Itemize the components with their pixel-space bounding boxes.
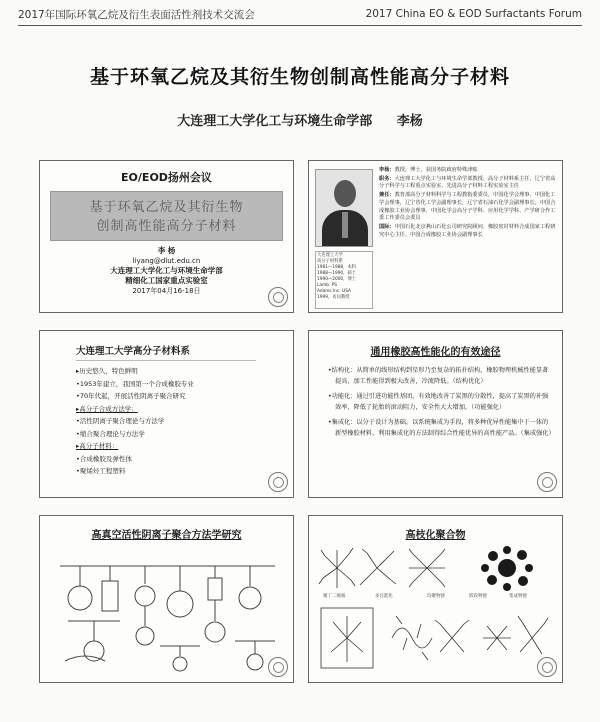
list-item: • 集成化：以分子设计为基础，以系统集成为手段，将多种优异性能集中于一体的新型橡胶材料，利用集成化的方法制得综合性能优异的高性能产品。（集成强化）	[335, 418, 552, 439]
slide1-band-line2: 创制高性能高分子材料	[96, 219, 237, 234]
slide-hyperbranched-polymers	[308, 515, 563, 683]
portrait-caption: 大连理工大学 高分子材料系 1981—1988，本科 1988—1990，硕士 1990—2000，博士 Lamb. PS Adams Inc. USA 1999，访问教授	[315, 251, 373, 309]
slide1-email: liyang@dlut.edu.cn	[132, 257, 201, 265]
slide4-heading: 通用橡胶高性能化的有效途径	[370, 347, 501, 358]
list-item: ▸ 历史悠久，特色鲜明	[76, 365, 293, 378]
list-item: • 聚烯烃工程塑料	[76, 465, 293, 478]
header-left: 2017年国际环氧乙烷及衍生表面活性剂技术交流会	[18, 8, 255, 21]
list-item: • 结构化：从简单的线形结构到星形乃至复杂的拓扑结构，橡胶物理机械性能显著提高，加工性能得到极大改善，冷流降低。（结构优化）	[335, 366, 552, 387]
slide1-date: 2017年04月16-18日	[132, 287, 201, 295]
slide6-heading: 高枝化聚合物	[405, 530, 466, 541]
header-right: 2017 China EO & EOD Surfactants Forum	[365, 8, 582, 20]
slide1-info	[40, 246, 293, 296]
university-emblem-icon	[268, 472, 288, 492]
slide3-heading: 大连理工大学高分子材料系	[76, 343, 256, 361]
list-item: • 70年代起，开展活性阴离子聚合研究	[76, 390, 293, 403]
bio-para: 国际：中国石化北京燕山石化公司研究院顾问、橡胶密封材料合成国家工程研究中心主任、中国合成橡胶工业协会副理事长	[379, 223, 556, 238]
slide1-heading: EO/EOD扬州会议	[121, 171, 212, 184]
department-list	[76, 365, 293, 478]
author-name: 李杨	[396, 114, 423, 129]
slide1-band-line1: 基于环氧乙烷及其衍生物	[89, 200, 244, 215]
branched-polymer-figure-top	[317, 542, 557, 594]
list-item: • 合成橡胶及弹性体	[76, 453, 293, 466]
university-emblem-icon	[537, 472, 557, 492]
list-item: • 缩合聚合理论与方法学	[76, 428, 293, 441]
list-item: ▸ 高分子材料：	[76, 440, 293, 453]
affiliation: 大连理工大学化工与环境生命学部	[177, 114, 373, 129]
university-emblem-icon	[268, 657, 288, 677]
list-item: • 1953年建立，我国第一个合成橡胶专业	[76, 378, 293, 391]
slide1-title-band	[50, 191, 283, 241]
slide1-name: 李 杨	[157, 246, 176, 255]
slide1-org2: 精细化工国家重点实验室	[125, 276, 208, 285]
paper-title: 基于环氧乙烷及其衍生物创制高性能高分子材料	[89, 66, 510, 88]
routes-list	[331, 366, 555, 439]
bio-para: 职务：大连理工大学化工与环境生命学部教授、高分子材料系主任，辽宁省高分子科学与工程重点实验室、先进高分子材料工程实验室主任	[379, 175, 556, 190]
bio-para: 兼任：教育部高分子材料科学与工程教指委委员，中国化学会理事，中国化工学会理事，辽宁省化工学会副理事长，辽宁省石油石化学会副理事长，中国合成橡胶工业协会理事，中国化学会高分子学科、应用化学学科、产学研合作工委工作委员会委员	[379, 192, 556, 222]
list-item: • 功能化：通过引进功能性基团，有效地改善了炭黑的分散性，提高了炭黑的补强效率，降低了轮胎的滚动阻力，安全性大大增加。（功能强化）	[335, 392, 552, 413]
list-item: • 活性阴离子聚合理论与方法学	[76, 415, 293, 428]
figure-label: 集成物链	[509, 594, 527, 599]
figure-label: 均聚物链	[427, 594, 445, 599]
university-emblem-icon	[268, 287, 288, 307]
author-bio-text	[379, 167, 559, 240]
figure-label: 多官能化	[375, 594, 393, 599]
running-header	[18, 6, 582, 26]
figure-label: 嵌段物链	[469, 594, 487, 599]
bio-para: 李杨：教授，博士，获国务院政府特殊津贴	[379, 167, 478, 173]
slide5-heading: 高真空活性阴离子聚合方法学研究	[91, 530, 242, 541]
slide-rubber-routes	[308, 330, 563, 498]
university-emblem-icon	[537, 657, 557, 677]
figure-label: 聚丁二烯核	[323, 594, 346, 599]
author-line	[0, 110, 600, 129]
slide1-org1: 大连理工大学化工与环境生命学部	[110, 266, 223, 275]
slide-author-bio	[308, 160, 563, 313]
branched-polymer-figure-bottom	[317, 604, 557, 676]
slide-department	[39, 330, 294, 498]
author-portrait	[315, 169, 373, 247]
slide-vacuum-apparatus	[39, 515, 294, 683]
list-item: ▸ 高分子合成方法学：	[76, 403, 293, 416]
glassware-apparatus-figure	[50, 546, 285, 676]
slide-title	[39, 160, 294, 313]
